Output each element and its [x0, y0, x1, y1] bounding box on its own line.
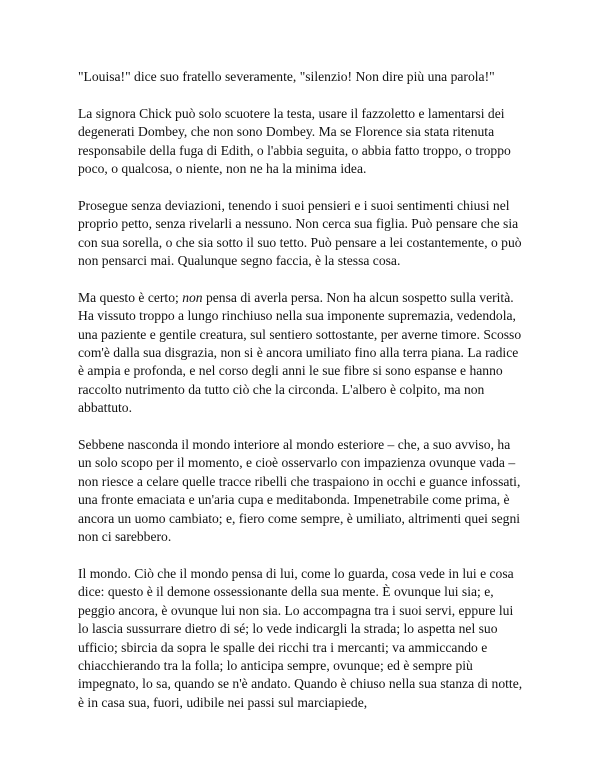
- paragraph-6: Il mondo. Ciò che il mondo pensa di lui, come lo guarda, cosa vede in lui e cosa dice: questo è il demone ossessionante della sua mente. È ovunque lui sia; e, peggio ancora, è ovunque lui non sia. Lo accompagna tra i suoi servi, eppure lui lo lascia sussurrare dietro di sé; lo vede indicargli la strada; lo aspetta nel suo ufficio; sbircia da sopra le spalle dei ricchi tra i mercanti; va ammiccando e chiacchierando tra la folla; lo anticipa sempre, ovunque; ed è sempre più impegnato, lo sa, quando se n'è andato. Quando è chiuso nella sua stanza di notte, è in casa sua, fuori, udibile nei passi sul marciapiede,: [78, 565, 523, 710]
- paragraph-1: "Louisa!" dice suo fratello severamente, "silenzio! Non dire più una parola!": [78, 69, 495, 84]
- paragraph-4-lead: Ma questo è certo;: [78, 289, 183, 305]
- paragraph-3: Prosegue senza deviazioni, tenendo i suoi pensieri e i suoi sentimenti chiusi nel proprio petto, senza rivelarli a nessuno. Non cerca sua figlia. Può pensare che sia con sua sorella, o che sia sotto il suo tetto. Può pensare a lei costantemente, o può non pensarci mai. Qualunque segno faccia, è la stessa cosa.: [78, 197, 522, 269]
- paragraph-4: [78, 289, 526, 418]
- text-body: [78, 68, 526, 712]
- paragraph-4-rest: pensa di averla persa. Non ha alcun sospetto sulla verità. Ha vissuto troppo a lungo rinchiuso nella sua imponente supremazia, vedendola, una paziente e gentile creatura, sul sentiero sottostante, per averne timore. Scosso com'è dalla sua disgrazia, non si è ancora umiliato fino alla terra piana. La radice è ampia e profonda, e nel corso degli anni le sue fibre si sono espanse e hanno raccolto nutrimento da tutto ciò che la circonda. L'albero è colpito, ma non abbattuto.: [78, 289, 522, 416]
- paragraph-4-emphasis: non: [182, 289, 203, 305]
- paragraph-2: La signora Chick può solo scuotere la testa, usare il fazzoletto e lamentarsi dei degenerati Dombey, che non sono Dombey. Ma se Florence sia stata ritenuta responsabile della fuga di Edith, o l'abbia seguita, o abbia fatto troppo, o troppo poco, o qualcosa, o niente, non ne ha la minima idea.: [78, 105, 511, 177]
- paragraph-5: Sebbene nasconda il mondo interiore al mondo esteriore – che, a suo avviso, ha un solo scopo per il momento, e cioè osservarlo con impazienza ovunque vada – non riesce a celare quelle tracce ribelli che traspaiono in occhi e guance infossati, una fronte emaciata e un'aria cupa e meditabonda. Impenetrabile come prima, è ancora un uomo cambiato; e, fiero come sempre, è umiliato, altrimenti quei segni non ci sarebbero.: [78, 437, 521, 545]
